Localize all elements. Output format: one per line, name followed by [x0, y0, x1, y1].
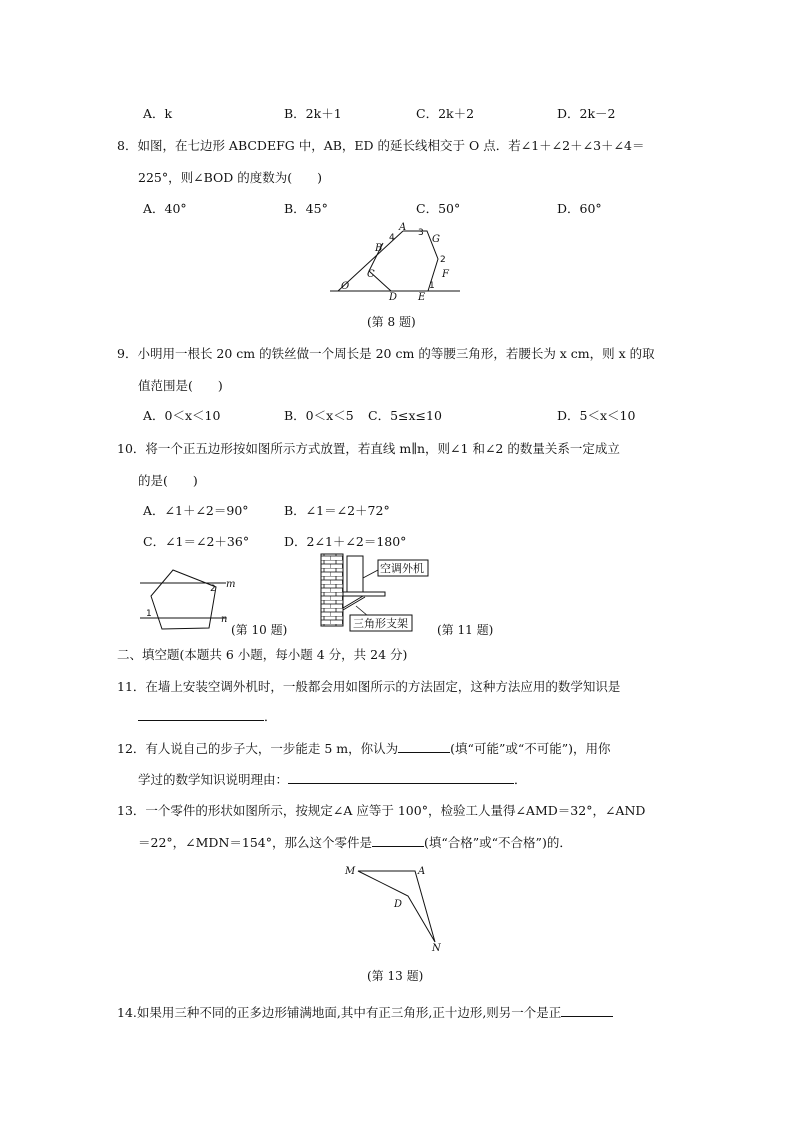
section-heading: 二、填空题(本题共 6 小题，每小题 4 分，共 24 分) — [117, 647, 408, 662]
q10-option-c: C．∠1＝∠2＋36° — [143, 534, 250, 549]
q13-stem-part-a: ＝22°，∠MDN＝154°，那么这个零件是 — [138, 835, 372, 850]
q12-answer-blank-1[interactable] — [398, 740, 450, 753]
q8-angle-4: 4 — [389, 233, 395, 243]
q8-heptagon-figure — [325, 222, 465, 304]
q11-answer-blank[interactable] — [138, 708, 264, 721]
q10-option-a: A．∠1＋∠2＝90° — [143, 503, 249, 518]
q10-option-b: B．∠1＝∠2＋72° — [284, 503, 390, 518]
q11-stem-end: ． — [264, 709, 277, 724]
q8-option-a: A．40° — [143, 201, 187, 216]
q8-option-b: B．45° — [284, 201, 328, 216]
q12-answer-blank-2[interactable] — [288, 771, 514, 784]
q14-answer-blank[interactable] — [561, 1004, 613, 1017]
q10-option-d: D．2∠1＋∠2＝180° — [284, 534, 407, 549]
q12-stem-part-b: (填“可能”或“不可能”)，用你 — [450, 741, 611, 756]
q13-label-n: N — [432, 943, 441, 954]
q8-label-c: C — [367, 269, 375, 280]
q8-option-c: C．50° — [416, 201, 461, 216]
q10-pentagon-figure — [138, 565, 238, 635]
q14-stem-text: 14.如果用三种不同的正多边形铺满地面,其中有正三角形,正十边形,则另一个是正 — [117, 1005, 562, 1020]
q8-label-f: F — [442, 269, 449, 280]
q10-angle-2: 2 — [210, 584, 216, 594]
q10-stem-line2: 的是( ) — [138, 473, 198, 488]
q8-label-a: A — [399, 222, 407, 233]
q12-stem-line2 — [138, 770, 527, 788]
q13-caption: (第 13 题) — [367, 969, 424, 983]
q8-angle-1: 1 — [429, 281, 435, 291]
q11-label-ac-unit: 空调外机 — [380, 562, 424, 575]
q11-label-bracket: 三角形支架 — [353, 617, 408, 630]
q8-label-o: O — [341, 281, 350, 292]
q9-option-b: B．0＜x＜5 — [284, 408, 354, 423]
q13-part-figure — [340, 860, 450, 955]
q13-label-d: D — [394, 899, 403, 910]
q10-stem-line1: 10．将一个正五边形按如图所示方式放置，若直线 m∥n，则∠1 和∠2 的数量关系一定成立 — [117, 441, 620, 456]
q8-angle-3: 3 — [418, 228, 424, 238]
q7-option-a: A．k — [143, 106, 173, 121]
q12-stem-line1 — [117, 739, 611, 757]
q9-option-d: D．5＜x＜10 — [557, 408, 636, 423]
q9-stem-line1: 9．小明用一根长 20 cm 的铁丝做一个周长是 20 cm 的等腰三角形，若腰长为 x cm，则 x 的取 — [117, 346, 655, 361]
q13-label-m: M — [345, 866, 356, 877]
q8-option-d: D．60° — [557, 201, 602, 216]
q13-answer-blank[interactable] — [372, 834, 424, 847]
q13-stem-part-b: (填“合格”或“不合格”)的． — [424, 835, 572, 850]
q12-reason-label: 学过的数学知识说明理由： — [138, 772, 289, 787]
q12-stem-end: ． — [514, 772, 527, 787]
q10-angle-1: 1 — [146, 609, 152, 619]
q13-stem-line1: 13．一个零件的形状如图所示，按规定∠A 应等于 100°，检验工人量得∠AMD＝32°，∠AND — [117, 803, 646, 818]
q8-label-d: D — [389, 292, 398, 303]
q10-caption: (第 10 题) — [231, 623, 288, 637]
q8-label-e: E — [418, 292, 426, 303]
q7-option-b: B．2k＋1 — [284, 106, 342, 121]
q7-option-c: C．2k＋2 — [416, 106, 475, 121]
q8-caption: (第 8 题) — [367, 315, 416, 329]
q8-label-g: G — [432, 234, 440, 245]
q12-stem-part-a: 12．有人说自己的步子大，一步能走 5 m，你认为 — [117, 741, 399, 756]
q13-stem-line2 — [138, 833, 572, 851]
q8-angle-2: 2 — [440, 255, 446, 265]
q11-caption: (第 11 题) — [437, 623, 494, 637]
q8-stem-line1: 8．如图，在七边形 ABCDEFG 中，AB，ED 的延长线相交于 O 点．若∠1＋∠2＋∠3＋∠4＝ — [117, 138, 645, 153]
q9-option-a: A．0＜x＜10 — [143, 408, 221, 423]
q9-option-c: C．5≤x≤10 — [368, 408, 442, 423]
q11-answer-line — [138, 707, 277, 725]
q7-option-d: D．2k－2 — [557, 106, 616, 121]
q10-label-m: m — [226, 579, 236, 590]
q9-stem-line2: 值范围是( ) — [138, 378, 223, 393]
q14-stem-line1 — [117, 1003, 613, 1021]
q13-label-a: A — [418, 866, 426, 877]
q11-stem-line1: 11．在墙上安装空调外机时，一般都会用如图所示的方法固定，这种方法应用的数学知识是 — [117, 679, 621, 694]
q8-label-b: B — [375, 243, 383, 254]
q8-stem-line2: 225°，则∠BOD 的度数为( ) — [138, 170, 322, 185]
q10-label-n: n — [221, 614, 228, 625]
